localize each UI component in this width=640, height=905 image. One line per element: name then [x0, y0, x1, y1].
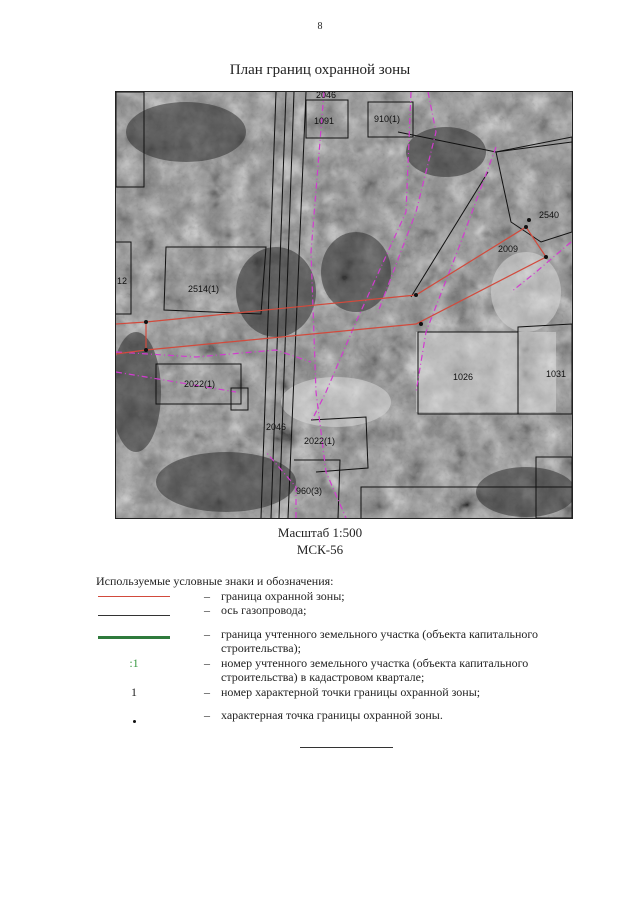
scale-ratio: Масштаб 1:500	[277, 525, 363, 540]
parcel-label: 2022(1)	[304, 436, 336, 446]
aerial-map	[115, 91, 573, 519]
parcel-label: 2022(1)	[184, 379, 216, 389]
parcel-label: 1026	[453, 372, 474, 382]
page-number: 8	[317, 21, 323, 32]
registered-parcel-boundary-symbol	[96, 630, 172, 644]
parcel-label: 1091	[314, 116, 335, 126]
dot-icon	[133, 720, 136, 723]
parcel-label: 2046	[266, 422, 287, 432]
parcel-label: 910(1)	[374, 114, 401, 124]
point-number-symbol: 1	[131, 685, 137, 699]
parcel-label: 2540	[539, 210, 560, 220]
parcel-label: 2514(1)	[188, 284, 220, 294]
parcel-label: 2046	[316, 92, 337, 100]
parcel-label: 12	[117, 276, 128, 286]
parcel-label: 960(3)	[296, 486, 323, 496]
gas-pipe-axis-symbol	[96, 608, 172, 622]
parcel-label: 1031	[546, 369, 567, 379]
coordinate-system: МСК-56	[296, 542, 344, 557]
parcel-label: 2009	[498, 244, 519, 254]
map-scale	[0, 524, 640, 558]
plan-title: План границ охранной зоны	[229, 62, 411, 78]
characteristic-point-symbol	[96, 714, 172, 728]
legend-title: Используемые условные знаки и обозначения:	[96, 574, 334, 588]
zone-boundary-symbol	[96, 589, 172, 603]
parcel-number-symbol: :1	[129, 656, 139, 670]
end-rule	[300, 747, 393, 748]
